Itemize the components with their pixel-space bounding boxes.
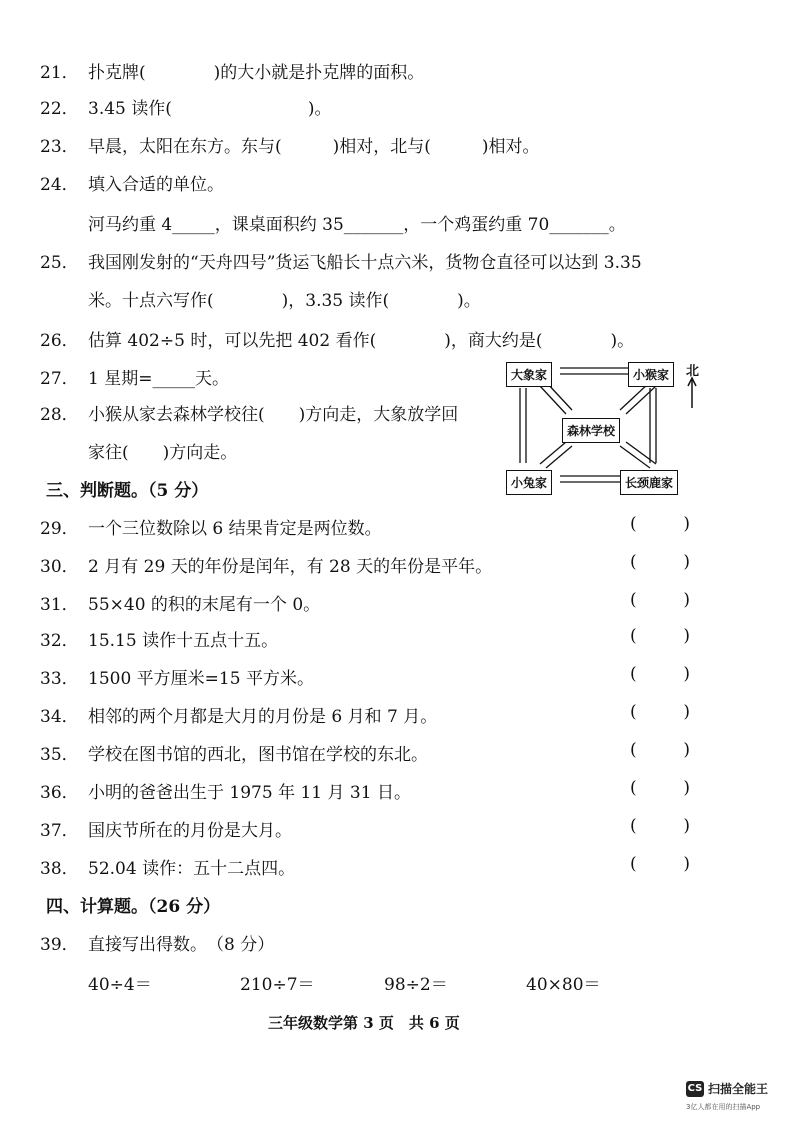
answer-blank[interactable]: ( ) (630, 854, 690, 874)
judge-item: 30． 2 月有 29 天的年份是闰年，有 28 天的年份是平年。 (40, 557, 493, 577)
answer-blank[interactable]: ( ) (630, 740, 690, 760)
calc-item: 40×80＝ (526, 975, 601, 995)
section-3-title: 三、判断题。（5 分） (46, 481, 209, 501)
judge-item: 36． 小明的爸爸出生于 1975 年 11 月 31 日。 (40, 783, 411, 803)
scanner-name: 扫描全能王 (708, 1082, 769, 1096)
judge-item: 29． 一个三位数除以 6 结果肯定是两位数。 (40, 519, 382, 539)
judge-item: 34． 相邻的两个月都是大月的月份是 6 月和 7 月。 (40, 707, 438, 727)
north-label: 北 (686, 364, 700, 379)
question-23: 23． 早晨，太阳在东方。东与( )相对，北与( )相对。 (40, 137, 540, 157)
question-25: 25． 我国刚发射的“天舟四号”货运飞船长十点六米，货物仓直径可以达到 3.35 (40, 253, 642, 273)
map-monkey-home: 小猴家 (628, 362, 674, 387)
forest-map-diagram (500, 358, 710, 498)
scanner-logo (686, 1080, 768, 1097)
page-footer: 三年级数学第 3 页 共 6 页 (268, 1014, 460, 1032)
question-28: 28． 小猴从家去森林学校往( )方向走，大象放学回 (40, 405, 459, 425)
question-24: 24． 填入合适的单位。 (40, 175, 224, 195)
question-26: 26． 估算 402÷5 时，可以先把 402 看作( )，商大约是( )。 (40, 331, 635, 351)
answer-blank[interactable]: ( ) (630, 552, 690, 572)
judge-item: 38． 52.04 读作：五十二点四。 (40, 859, 296, 879)
map-elephant-home: 大象家 (506, 362, 552, 387)
answer-blank[interactable]: ( ) (630, 816, 690, 836)
question-21: 21． 扑克牌( )的大小就是扑克牌的面积。 (40, 63, 425, 83)
map-rabbit-home: 小兔家 (506, 470, 552, 495)
question-25-line: 米。十点六写作( )，3.35 读作( )。 (88, 291, 481, 311)
answer-blank[interactable]: ( ) (630, 778, 690, 798)
question-39: 39． 直接写出得数。 （8 分） (40, 935, 275, 955)
map-forest-school: 森林学校 (562, 418, 620, 443)
answer-blank[interactable]: ( ) (630, 664, 690, 684)
scanner-mark: CS (686, 1081, 704, 1097)
map-giraffe-home: 长颈鹿家 (620, 470, 678, 495)
question-22: 22． 3.45 读作( )。 (40, 99, 332, 119)
section-4-title: 四、计算题。（26 分） (46, 897, 221, 917)
judge-item: 31． 55×40 的积的末尾有一个 0。 (40, 595, 321, 615)
answer-blank[interactable]: ( ) (630, 702, 690, 722)
answer-blank[interactable]: ( ) (630, 590, 690, 610)
question-28-line: 家往( )方向走。 (88, 443, 238, 463)
judge-item: 37． 国庆节所在的月份是大月。 (40, 821, 292, 841)
question-27: 27． 1 星期=_____天。 (40, 369, 229, 389)
judge-item: 33． 1500 平方厘米=15 平方米。 (40, 669, 314, 689)
calc-item: 40÷4＝ (88, 975, 152, 995)
answer-blank[interactable]: ( ) (630, 626, 690, 646)
judge-item: 32． 15.15 读作十五点十五。 (40, 631, 279, 651)
scanner-tagline: 3亿人都在用的扫描App (686, 1103, 761, 1111)
question-24-line: 河马约重 4_____，课桌面积约 35_______，一个鸡蛋约重 70_______。 (88, 215, 626, 235)
calc-item: 210÷7＝ (240, 975, 315, 995)
judge-item: 35． 学校在图书馆的西北，图书馆在学校的东北。 (40, 745, 428, 765)
calc-item: 98÷2＝ (384, 975, 448, 995)
answer-blank[interactable]: ( ) (630, 514, 690, 534)
